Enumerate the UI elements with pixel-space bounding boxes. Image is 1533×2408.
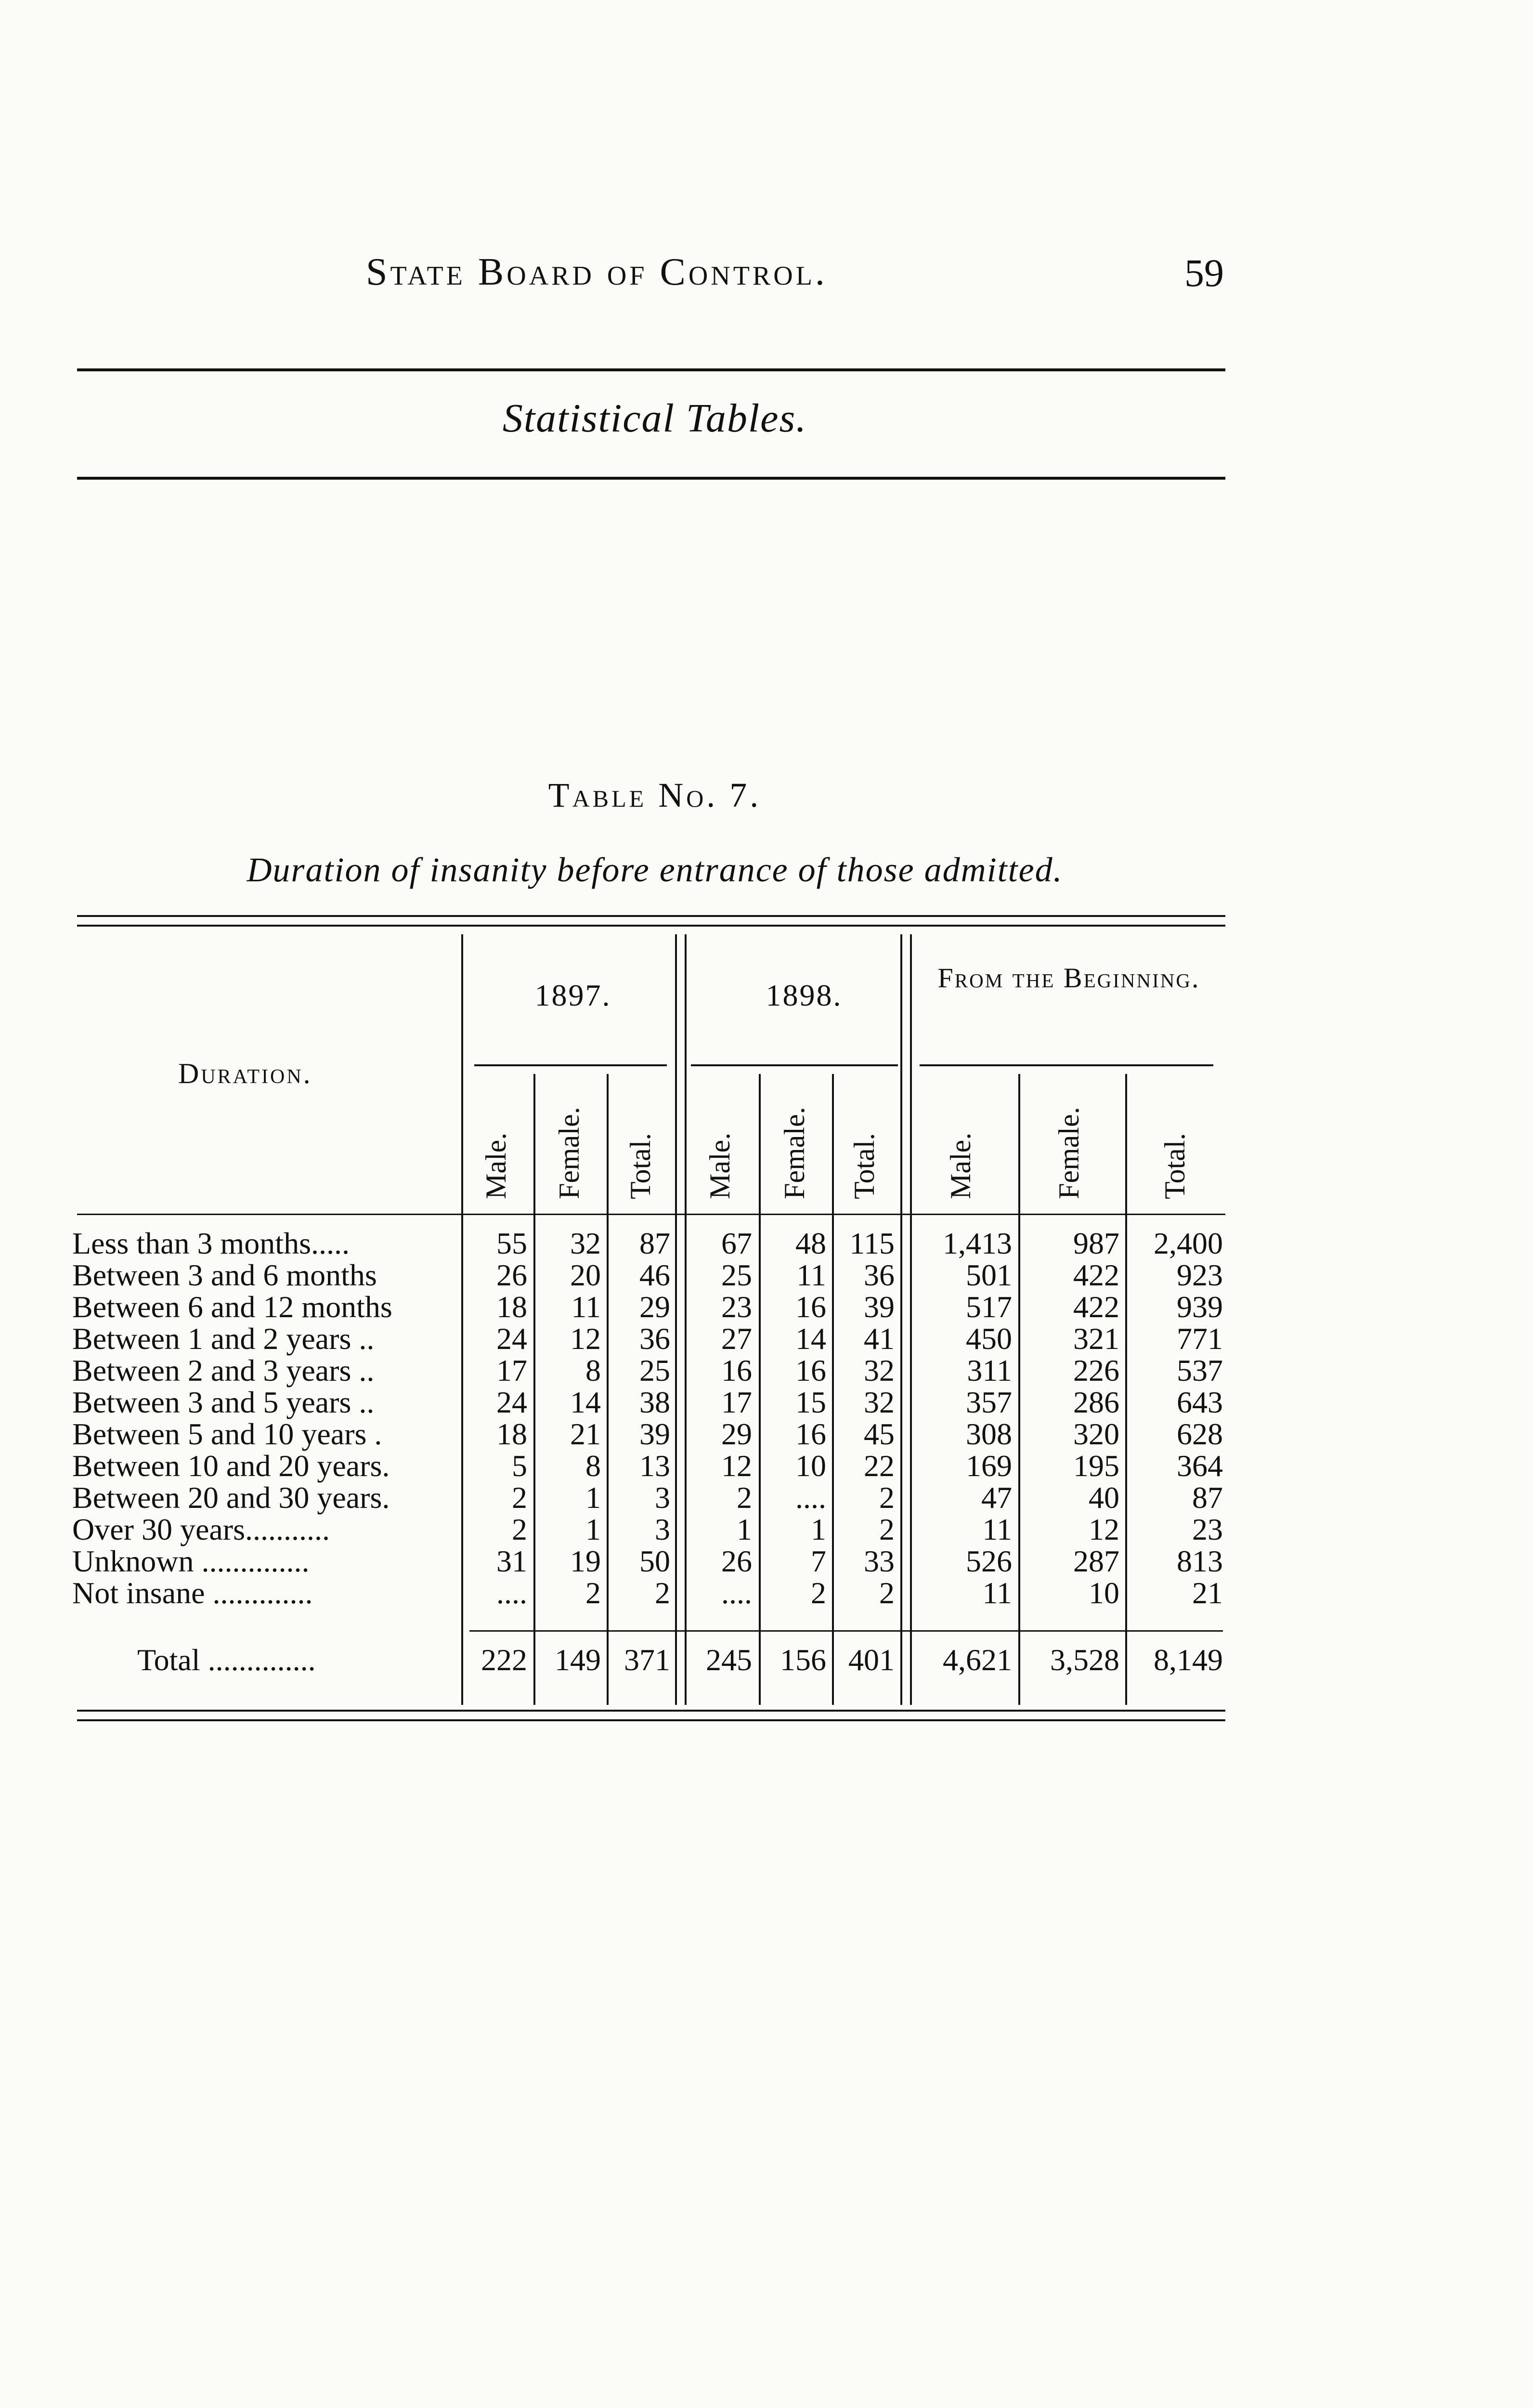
table-cell: 4,621 — [943, 1643, 1012, 1677]
table-cell: 501 — [966, 1258, 1012, 1292]
row-label: Between 1 and 2 years .. — [72, 1322, 375, 1356]
row-label: Over 30 years........... — [72, 1512, 330, 1546]
table-bottom-rule-1 — [77, 1710, 1225, 1712]
table-cell: 422 — [1073, 1258, 1119, 1292]
table-cell: 26 — [496, 1258, 527, 1292]
table-cell: 2 — [655, 1576, 670, 1610]
table-cell: 23 — [721, 1290, 752, 1324]
table-cell: 450 — [966, 1322, 1012, 1356]
vrule-group-2-b — [910, 934, 912, 1705]
table-cell: 2 — [737, 1480, 752, 1515]
table-cell: 18 — [496, 1417, 527, 1451]
row-label: Between 2 and 3 years .. — [72, 1353, 375, 1387]
table-cell: 11 — [982, 1576, 1012, 1610]
table-cell: 156 — [780, 1643, 826, 1677]
table-cell: 1 — [585, 1512, 601, 1546]
section-title: Statistical Tables. — [502, 396, 807, 441]
table-cell: 537 — [1177, 1353, 1223, 1387]
table-cell: 923 — [1177, 1258, 1223, 1292]
column-label-2-total: Total. — [848, 1133, 880, 1199]
table-cell: 311 — [967, 1353, 1012, 1387]
table-cell: 1 — [811, 1512, 826, 1546]
table-cell: .... — [496, 1576, 527, 1610]
row-label: Between 5 and 10 years . — [72, 1417, 382, 1451]
group-rule-1898 — [691, 1064, 898, 1066]
table-cell: 36 — [864, 1258, 895, 1292]
table-cell: 8,149 — [1154, 1643, 1223, 1677]
table-cell: 3 — [655, 1512, 670, 1546]
vrule-group-1-b — [685, 934, 687, 1705]
table-cell: 286 — [1073, 1385, 1119, 1419]
table-cell: 24 — [496, 1385, 527, 1419]
table-cell: 32 — [864, 1353, 895, 1387]
table-cell: 287 — [1073, 1544, 1119, 1578]
table-cell: 939 — [1177, 1290, 1223, 1324]
group-header-from-beginning-text: From the Beginning. — [937, 962, 1200, 994]
table-cell: 2,400 — [1154, 1226, 1223, 1260]
table-cell: 1,413 — [943, 1226, 1012, 1260]
column-label-1-total: Total. — [624, 1133, 656, 1199]
vrule-beginning-b — [1125, 1074, 1127, 1705]
table-cell: 14 — [570, 1385, 601, 1419]
table-cell: 2 — [879, 1512, 895, 1546]
row-label: Between 10 and 20 years. — [72, 1449, 390, 1483]
column-label-2-male: Male. — [704, 1132, 736, 1199]
table-cell: 10 — [1089, 1576, 1119, 1610]
table-cell: 2 — [879, 1576, 895, 1610]
table-cell: 32 — [864, 1385, 895, 1419]
table-cell: 25 — [721, 1258, 752, 1292]
table-cell: 46 — [639, 1258, 670, 1292]
group-header-1898: 1898. — [766, 978, 843, 1012]
table-cell: 371 — [624, 1643, 670, 1677]
total-separator-rule — [469, 1630, 1223, 1632]
table-cell: 169 — [966, 1449, 1012, 1483]
table-cell: 813 — [1177, 1544, 1223, 1578]
table-cell: 8 — [585, 1353, 601, 1387]
table-cell: 149 — [555, 1643, 601, 1677]
table-cell: 55 — [496, 1226, 527, 1260]
table-cell: .... — [795, 1480, 826, 1515]
table-cell: 7 — [811, 1544, 826, 1578]
table-cell: 401 — [848, 1643, 895, 1677]
table-cell: 16 — [795, 1290, 826, 1324]
table-cell: 17 — [721, 1385, 752, 1419]
table-cell: 27 — [721, 1322, 752, 1356]
table-cell: 39 — [864, 1290, 895, 1324]
vrule-1898-a — [759, 1074, 761, 1705]
row-label: Between 20 and 30 years. — [72, 1480, 390, 1515]
table-cell: 22 — [864, 1449, 895, 1483]
table-cell: 11 — [571, 1290, 601, 1324]
header-bottom-rule — [77, 1214, 1225, 1215]
table-cell: 16 — [795, 1417, 826, 1451]
table-cell: 67 — [721, 1226, 752, 1260]
table-cell: 29 — [639, 1290, 670, 1324]
table-cell: 245 — [706, 1643, 752, 1677]
table-cell: 320 — [1073, 1417, 1119, 1451]
running-title: State Board of Control. — [366, 251, 828, 293]
table-cell: 526 — [966, 1544, 1012, 1578]
table-cell: 115 — [849, 1226, 895, 1260]
column-label-1-male: Male. — [480, 1132, 512, 1199]
table-cell: 3 — [655, 1480, 670, 1515]
row-label: Not insane ............. — [72, 1576, 313, 1610]
table-cell: 3,528 — [1050, 1643, 1119, 1677]
table-top-rule-2 — [77, 925, 1225, 927]
table-cell: 40 — [1089, 1480, 1119, 1515]
table-cell: 10 — [795, 1449, 826, 1483]
table-cell: 38 — [639, 1385, 670, 1419]
group-rule-1897 — [474, 1064, 667, 1066]
column-label-1-female: Female. — [553, 1107, 585, 1199]
table-cell: 2 — [879, 1480, 895, 1515]
table-cell: 222 — [481, 1643, 527, 1677]
table-cell: 8 — [585, 1449, 601, 1483]
table-cell: 21 — [570, 1417, 601, 1451]
table-cell: 24 — [496, 1322, 527, 1356]
table-cell: 517 — [966, 1290, 1012, 1324]
table-cell: 12 — [721, 1449, 752, 1483]
column-label-2-female: Female. — [779, 1107, 810, 1199]
head-rule-bottom — [77, 477, 1225, 480]
table-cell: 226 — [1073, 1353, 1119, 1387]
vrule-1897-a — [533, 1074, 535, 1705]
table-cell: 21 — [1192, 1576, 1223, 1610]
table-cell: 321 — [1073, 1322, 1119, 1356]
row-label: Between 6 and 12 months — [72, 1290, 392, 1324]
table-cell: 643 — [1177, 1385, 1223, 1419]
table-cell: 39 — [639, 1417, 670, 1451]
table-cell: 364 — [1177, 1449, 1223, 1483]
table-cell: 48 — [795, 1226, 826, 1260]
row-label: Unknown .............. — [72, 1544, 310, 1578]
table-cell: 18 — [496, 1290, 527, 1324]
row-label: Between 3 and 5 years .. — [72, 1385, 375, 1419]
table-cell: 16 — [795, 1353, 826, 1387]
table-cell: 12 — [570, 1322, 601, 1356]
column-label-3-female: Female. — [1053, 1107, 1085, 1199]
table-cell: 14 — [795, 1322, 826, 1356]
running-head — [0, 250, 1533, 308]
group-header-from-beginning — [920, 963, 1218, 993]
table-number: Table No. 7. — [548, 776, 762, 814]
group-rule-beginning — [920, 1064, 1213, 1066]
page-number: 59 — [1184, 251, 1224, 295]
table-cell: 11 — [982, 1512, 1012, 1546]
table-cell: 771 — [1177, 1322, 1223, 1356]
vrule-beginning-a — [1018, 1074, 1020, 1705]
table-cell: 1 — [585, 1480, 601, 1515]
column-label-3-male: Male. — [945, 1132, 976, 1199]
row-label: Total .............. — [137, 1643, 316, 1677]
table-cell: 422 — [1073, 1290, 1119, 1324]
table-cell: 308 — [966, 1417, 1012, 1451]
table-cell: 29 — [721, 1417, 752, 1451]
vrule-group-1-a — [675, 934, 677, 1705]
table-cell: 26 — [721, 1544, 752, 1578]
table-top-rule-1 — [77, 915, 1225, 917]
table-cell: 32 — [570, 1226, 601, 1260]
table-cell: 45 — [864, 1417, 895, 1451]
table-cell: 19 — [570, 1544, 601, 1578]
table-cell: 2 — [512, 1480, 527, 1515]
group-header-1897: 1897. — [534, 978, 611, 1012]
table-cell: 15 — [795, 1385, 826, 1419]
stub-header: Duration. — [178, 1058, 312, 1089]
table-bottom-rule-2 — [77, 1719, 1225, 1721]
table-cell: 87 — [639, 1226, 670, 1260]
table-cell: .... — [721, 1576, 752, 1610]
table-caption: Duration of insanity before entrance of those admitted. — [247, 851, 1063, 889]
table-cell: 987 — [1073, 1226, 1119, 1260]
head-rule-top — [77, 368, 1225, 371]
table-cell: 31 — [496, 1544, 527, 1578]
table-cell: 50 — [639, 1544, 670, 1578]
table-cell: 357 — [966, 1385, 1012, 1419]
vrule-1898-b — [832, 1074, 834, 1705]
table-cell: 195 — [1073, 1449, 1119, 1483]
row-label: Less than 3 months..... — [72, 1226, 350, 1260]
vrule-1897-b — [607, 1074, 609, 1705]
vrule-stub — [461, 934, 463, 1705]
vrule-group-2-a — [900, 934, 902, 1705]
table-cell: 2 — [585, 1576, 601, 1610]
table-cell: 5 — [512, 1449, 527, 1483]
table-cell: 47 — [981, 1480, 1012, 1515]
table-cell: 2 — [811, 1576, 826, 1610]
table-cell: 87 — [1192, 1480, 1223, 1515]
column-label-3-total: Total. — [1159, 1133, 1191, 1199]
table-cell: 25 — [639, 1353, 670, 1387]
table-cell: 17 — [496, 1353, 527, 1387]
table-cell: 13 — [639, 1449, 670, 1483]
table-cell: 2 — [512, 1512, 527, 1546]
table-cell: 23 — [1192, 1512, 1223, 1546]
table-cell: 33 — [864, 1544, 895, 1578]
table-cell: 36 — [639, 1322, 670, 1356]
table-cell: 628 — [1177, 1417, 1223, 1451]
table-cell: 41 — [864, 1322, 895, 1356]
table-cell: 1 — [737, 1512, 752, 1546]
table-cell: 20 — [570, 1258, 601, 1292]
table-cell: 12 — [1089, 1512, 1119, 1546]
table-cell: 16 — [721, 1353, 752, 1387]
table-cell: 11 — [796, 1258, 826, 1292]
row-label: Between 3 and 6 months — [72, 1258, 377, 1292]
